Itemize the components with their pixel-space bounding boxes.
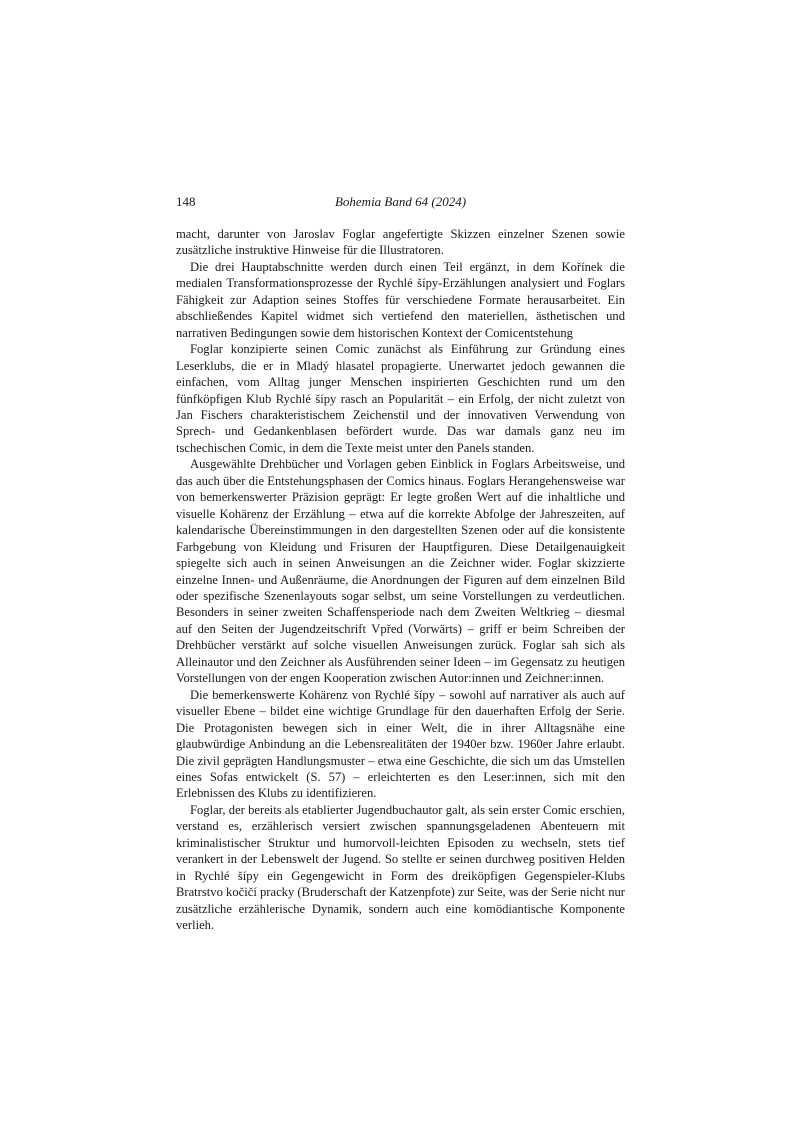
- page-header: [176, 194, 625, 214]
- paragraph: Die bemerkenswerte Kohärenz von Rychlé šípy – sowohl auf narrativer als auch auf visueller Ebene – bildet eine wichtige Grundlage für den dauerhaften Erfolg der Serie. Die Protagonisten bewegen sich in einer Welt, die in ihrer Alltagsnähe eine glaubwürdige Anbindung an die Lebensrealitäten der 1940er bzw. 1960er Jahre erlaubt. Die zivil geprägten Handlungsmuster – etwa eine Geschichte, die sich um das Umstellen eines Sofas entwickelt (S. 57) – erleichterten es den Leser:innen, sich mit den Erlebnissen des Klubs zu identifizieren.: [176, 687, 625, 801]
- running-title: Bohemia Band 64 (2024): [334, 194, 467, 209]
- article-body: [176, 226, 625, 933]
- paragraph: Die drei Hauptabschnitte werden durch einen Teil ergänzt, in dem Kořínek die medialen Transformationsprozesse der Rychlé šípy-Erzählungen analysiert und Foglars Fähigkeit zur Adaption seines Stoffes für verschiedene Formate herausarbeitet. Ein abschließendes Kapitel widmet sich vertiefend den materiellen, ästhetischen und narrativen Bedingungen sowie dem historischen Kontext der Comicentstehung: [176, 259, 625, 340]
- page-number: 148: [176, 194, 196, 209]
- paragraph: Foglar konzipierte seinen Comic zunächst als Einführung zur Gründung eines Leserklubs, die er in Mladý hlasatel propagierte. Unerwartet jedoch gewannen die einfachen, vom Alltag junger Menschen inspirierten Geschichten rund um den fünfköpfigen Klub Rychlé šípy rasch an Popularität – ein Erfolg, der nicht zuletzt von Jan Fischers charakteristischem Zeichenstil und der innovativen Verwendung von Sprech- und Gedankenblasen befördert wurde. Das war damals ganz neu im tschechischen Comic, in dem die Texte meist unter den Panels standen.: [176, 342, 625, 455]
- paragraph: Ausgewählte Drehbücher und Vorlagen geben Einblick in Foglars Arbeitsweise, und das auch über die Entstehungsphasen der Comics hinaus. Foglars Herangehensweise war von bemerkenswerter Präzision geprägt: Er legte großen Wert auf die inhaltliche und visuelle Kohärenz der Erzählung – etwa auf die korrekte Abfolge der Jahreszeiten, auf kalendarische Übereinstimmungen in den dargestellten Szenen oder auf die konsistente Farbgebung von Kleidung und Frisuren der Hauptfiguren. Diese Detailgenauigkeit spiegelte sich auch in seinen Anweisungen an die Zeichner wider. Foglar skizzierte einzelne Innen- und Außenräume, die Anordnungen der Figuren auf dem einzelnen Bild oder spezifische Szenenlayouts sogar selbst, um seine Vorstellungen zu verdeutlichen. Besonders in seiner zweiten Schaffensperiode nach dem Zweiten Weltkrieg – diesmal auf den Seiten der Jugendzeitschrift Vpřed (Vorwärts) – griff er beim Schreiben der Drehbücher verstärkt auf solche visuellen Anweisungen zurück. Foglar sah sich als Alleinautor und den Zeichner als Ausführenden seiner Ideen – im Gegensatz zu heutigen Vorstellungen von der engen Kooperation zwischen Autor:innen und Zeichner:innen.: [176, 457, 625, 686]
- paragraph: macht, darunter von Jaroslav Foglar angefertigte Skizzen einzelner Szenen sowie zusätzliche instruktive Hinweise für die Illustratoren.: [176, 227, 625, 258]
- paragraph: Foglar, der bereits als etablierter Jugendbuchautor galt, als sein erster Comic erschien, verstand es, erzählerisch versiert zwischen spannungsgeladenen Abenteuern mit kriminalistischer Struktur und humorvoll-leichten Episoden zu wechseln, stets tief verankert in der Lebenswelt der Jugend. So stellte er seinen durchweg positiven Helden in Rychlé šípy ein Gegengewicht in Form des dreiköpfigen Gegenspieler-Klubs Bratrstvo kočičí pracky (Bruderschaft der Katzenpfote) zur Seite, was der Serie nicht nur zusätzliche erzählerische Dynamik, sondern auch eine komödiantische Komponente verlieh.: [176, 802, 625, 933]
